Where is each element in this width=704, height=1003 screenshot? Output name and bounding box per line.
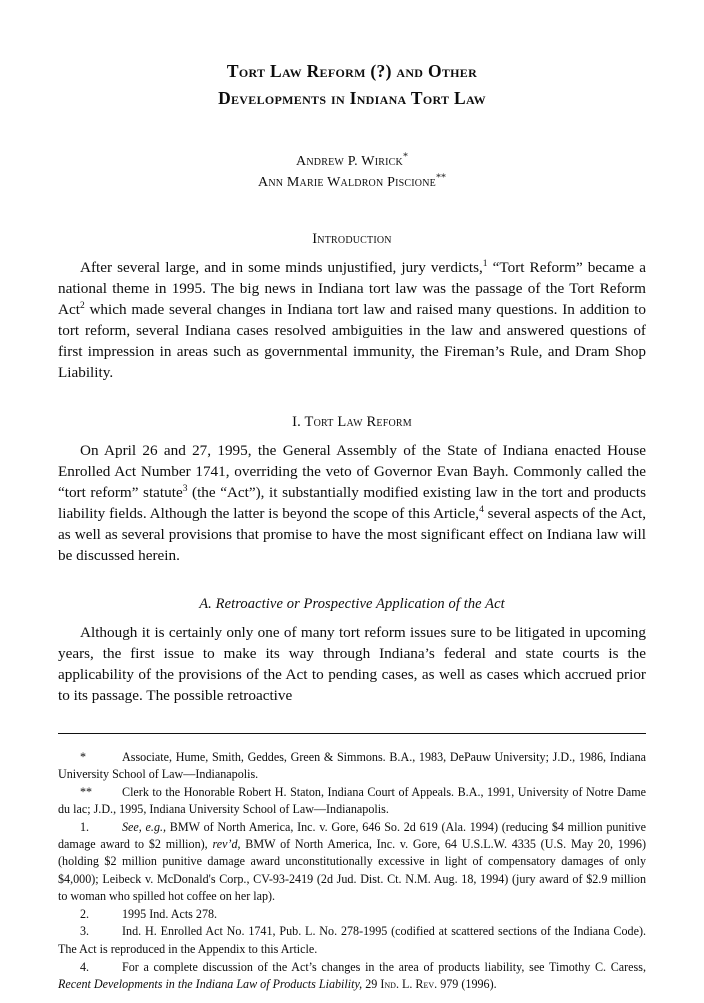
intro-text-part-3: which made several changes in Indiana tort law and raised many questions. In addition to tort reform, several Indiana cases resolved ambiguities in the law and answered questions of first impression in areas such as governmental immunity, the Fireman’s Rule, and Dram Shop Liability. (58, 301, 646, 382)
author-2-footnote-marker: ** (435, 172, 446, 184)
footnote-4-journal-name: Ind. L. Rev. (380, 976, 438, 991)
intro-text-part-2: “Tort Reform” became a national theme in 1995. The big news in Indiana tort law was the passage of the Tort Reform Act (58, 259, 646, 319)
footnote-1 (58, 819, 646, 905)
heading-section-one: I. Tort Law Reform (292, 413, 412, 430)
footnote-marker-4: 4. (80, 959, 90, 974)
author-2 (58, 172, 646, 193)
footnote-text-asterisk: Associate, Hume, Smith, Geddes, Green & Simmons. B.A., 1983, DePauw University; J.D., 1986, Indiana University School of Law—Indianapolis. (58, 749, 646, 781)
author-block (58, 151, 646, 193)
footnote-4 (58, 959, 646, 994)
author-1-footnote-marker: * (402, 151, 408, 163)
author-2-name: Ann Marie Waldron Piscione (258, 175, 436, 190)
footnote-1-text-b: BMW of North America, Inc. v. Gore, 64 U.S.L.W. 4335 (U.S. May 20, 1996) (holding $2 million punitive damage award unconstitutionally excessive in light of compensatory damages of only $4,000); Leibeck v. McDonald's Corp., CV-93-2419 (2d Jud. Dist. Ct. N.M. Aug. 18, 1994) (jury award of $2.9 million to woman who spilled hot coffee on her lap). (58, 836, 646, 903)
article-title (58, 58, 646, 112)
footnote-4-text-c: 979 (1996). (437, 976, 497, 991)
title-line-1: Tort Law Reform (?) and Other (226, 61, 478, 81)
heading-subsection-a: A. Retroactive or Prospective Application of the Act (199, 596, 505, 613)
footnote-double-asterisk (58, 784, 646, 819)
paragraph-subsection-a: Although it is certainly only one of many tort reform issues sure to be litigated in upcoming years, the first issue to make its way through Indiana’s federal and state courts is the applicability of the provisions of the Act to pending cases, as well as cases which accrued prior to its passage. The possible retroactive (58, 624, 646, 705)
footnote-4-text-b: 29 (362, 976, 381, 991)
footnote-ref-4: 4 (479, 504, 484, 515)
footnote-ref-2: 2 (79, 301, 85, 312)
paragraph-introduction (58, 257, 646, 384)
footnote-4-article-title: Recent Developments in the Indiana Law of Products Liability, (58, 976, 363, 991)
page-content (58, 0, 646, 994)
footnote-marker-3: 3. (80, 924, 90, 939)
section-one-text-part-2: (the “Act”), it substantially modified existing law in the tort and products liability fields. Although the latter is beyond the scope of this Article, (58, 483, 646, 522)
footnote-marker-double-asterisk: ** (80, 784, 93, 799)
intro-text-part-1: After several large, and in some minds unjustified, jury verdicts, (80, 259, 483, 276)
footnote-marker-1: 1. (80, 819, 90, 834)
section-one-text-part-1: On April 26 and 27, 1995, the General Assembly of the State of Indiana enacted House Enrolled Act Number 1741, overriding the veto of Governor Evan Bayh. Commonly called the “tort reform” statute (58, 441, 646, 501)
footnote-marker-asterisk: * (80, 749, 87, 764)
footnote-1-text-a: BMW of North America, Inc. v. Gore, 646 So. 2d 619 (Ala. 1994) (reducing $4 million punitive damage award to $2 million), (58, 819, 646, 851)
footnote-4-text-a: For a complete discussion of the Act’s changes in the area of products liability, see Timothy C. Caress, (122, 959, 646, 974)
footnote-text-double-asterisk: Clerk to the Honorable Robert H. Staton, Indiana Court of Appeals. B.A., 1991, University of Notre Dame du lac; J.D., 1995, Indiana University School of Law—Indianapolis. (58, 784, 646, 816)
footnote-separator-rule (58, 733, 646, 734)
footnote-ref-3: 3 (182, 483, 188, 494)
footnote-ref-1: 1 (482, 258, 488, 269)
footnotes-section (58, 749, 646, 994)
section-one-text-part-3: several aspects of the Act, as well as several provisions that promise to have the most significant effect on Indiana law will be discussed herein. (58, 504, 646, 565)
title-line-2: Developments in Indiana Tort Law (218, 88, 486, 108)
footnote-1-signal: See, e.g., (122, 819, 167, 834)
footnote-2 (58, 906, 646, 923)
footnote-1-revd: rev’d, (212, 836, 241, 851)
footnote-text-3: Ind. H. Enrolled Act No. 1741, Pub. L. No. 278-1995 (codified at scattered sections of the Indiana Code). The Act is reproduced in the Appendix to this Article. (58, 924, 646, 956)
heading-introduction: Introduction (312, 231, 392, 247)
footnote-asterisk (58, 749, 646, 784)
paragraph-section-one (58, 440, 646, 567)
author-1 (58, 151, 646, 172)
footnote-marker-2: 2. (80, 906, 90, 921)
footnote-3 (58, 923, 646, 958)
footnote-text-2: 1995 Ind. Acts 278. (122, 906, 218, 921)
author-1-name: Andrew P. Wirick (296, 154, 403, 169)
